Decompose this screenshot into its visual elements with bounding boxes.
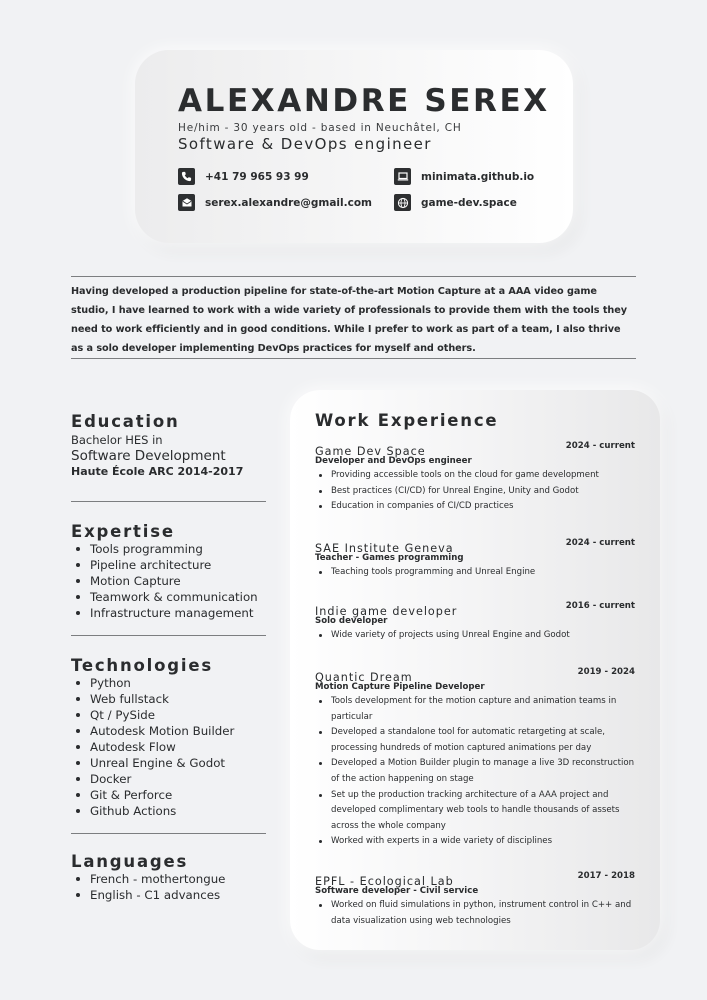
list-item: Providing accessible tools on the cloud for game development <box>315 468 635 484</box>
list-item: Autodesk Flow <box>71 739 266 755</box>
mail-icon <box>178 194 195 211</box>
globe-icon <box>394 194 411 211</box>
education-section <box>71 412 266 480</box>
list-item: English - C1 advances <box>71 887 266 903</box>
list-item: Teamwork & communication <box>71 589 266 605</box>
degree-line: Bachelor HES in <box>71 433 163 447</box>
job-date: 2024 - current <box>565 441 635 451</box>
job-header <box>315 600 635 618</box>
job-duties <box>315 694 635 850</box>
summary-section <box>71 276 636 359</box>
contact-email[interactable] <box>178 194 372 211</box>
job-duties <box>315 468 635 515</box>
list-item: Worked with experts in a wide variety of disciplines <box>315 834 635 850</box>
expertise-section <box>71 522 266 621</box>
list-item: Education in companies of CI/CD practices <box>315 499 635 515</box>
job-organization: Game Dev Space <box>315 445 426 458</box>
expertise-title: Expertise <box>71 522 175 541</box>
list-item: French - mothertongue <box>71 871 266 887</box>
contact-site2[interactable] <box>394 194 517 211</box>
job-title: Software & DevOps engineer <box>178 135 432 153</box>
full-name: ALEXANDRE SEREX <box>178 83 550 119</box>
job-role: Teacher - Games programming <box>315 553 464 563</box>
list-item: Git & Perforce <box>71 787 266 803</box>
divider <box>71 635 266 636</box>
phone-icon <box>178 168 195 185</box>
website-url: minimata.github.io <box>421 170 535 183</box>
personal-info: He/him - 30 years old - based in Neuchâtel, CH <box>178 122 462 134</box>
job-entry <box>315 537 635 581</box>
job-duties <box>315 898 635 929</box>
list-item: Autodesk Motion Builder <box>71 723 266 739</box>
languages-title: Languages <box>71 852 189 871</box>
list-item: Tools programming <box>71 541 266 557</box>
job-role: Software developer - Civil service <box>315 886 479 896</box>
job-role: Motion Capture Pipeline Developer <box>315 682 485 692</box>
summary-text: Having developed a production pipeline for state-of-the-art Motion Capture at a AAA video game studio, I have learned to work with a wide variety of professionals to provide them with the tools they need to work efficiently and in good conditions. While I prefer to work as part of a team, I also thrive as a solo developer implementing DevOps practices for myself and others. <box>71 286 628 354</box>
list-item: Teaching tools programming and Unreal Engine <box>315 565 635 581</box>
list-item: Web fullstack <box>71 691 266 707</box>
job-role: Solo developer <box>315 616 388 626</box>
job-date: 2019 - 2024 <box>577 667 635 677</box>
degree-field: Software Development <box>71 448 226 464</box>
contact-phone[interactable] <box>178 168 309 185</box>
header-card <box>135 50 573 243</box>
list-item: Developed a standalone tool for automatic retargeting at scale, processing hundreds of motion captured animations per day <box>315 725 635 756</box>
job-entry <box>315 666 635 850</box>
job-header <box>315 870 635 888</box>
list-item: Motion Capture <box>71 573 266 589</box>
list-item: Wide variety of projects using Unreal Engine and Godot <box>315 628 635 644</box>
list-item: Unreal Engine & Godot <box>71 755 266 771</box>
left-column <box>71 412 266 903</box>
list-item: Developed a Motion Builder plugin to manage a live 3D reconstruction of the action happening on stage <box>315 756 635 787</box>
languages-list <box>71 871 266 903</box>
job-organization: SAE Institute Geneva <box>315 542 454 555</box>
school-name: Haute École ARC 2014-2017 <box>71 465 244 478</box>
job-organization: Indie game developer <box>315 605 458 618</box>
list-item: Tools development for the motion capture and animation teams in particular <box>315 694 635 725</box>
divider <box>71 833 266 834</box>
job-entry <box>315 600 635 644</box>
job-organization: EPFL - Ecological Lab <box>315 875 454 888</box>
list-item: Infrastructure management <box>71 605 266 621</box>
email-address: serex.alexandre@gmail.com <box>205 196 372 209</box>
work-experience-card <box>290 390 660 950</box>
languages-section <box>71 852 266 903</box>
list-item: Worked on fluid simulations in python, instrument control in C++ and data visualization using web technologies <box>315 898 635 929</box>
laptop-icon <box>394 168 411 185</box>
job-organization: Quantic Dream <box>315 671 413 684</box>
technologies-section <box>71 656 266 819</box>
list-item: Github Actions <box>71 803 266 819</box>
job-date: 2017 - 2018 <box>577 871 635 881</box>
job-header <box>315 440 635 458</box>
job-date: 2016 - current <box>565 601 635 611</box>
list-item: Docker <box>71 771 266 787</box>
job-date: 2024 - current <box>565 538 635 548</box>
job-duties <box>315 628 635 644</box>
site2-url: game-dev.space <box>421 196 517 209</box>
technologies-list <box>71 675 266 819</box>
divider <box>71 501 266 502</box>
list-item: Qt / PySide <box>71 707 266 723</box>
job-entry <box>315 440 635 515</box>
contact-website[interactable] <box>394 168 534 185</box>
job-header <box>315 537 635 555</box>
list-item: Best practices (CI/CD) for Unreal Engine, Unity and Godot <box>315 484 635 500</box>
job-entry <box>315 870 635 929</box>
work-experience-title: Work Experience <box>315 411 499 430</box>
list-item: Python <box>71 675 266 691</box>
list-item: Pipeline architecture <box>71 557 266 573</box>
expertise-list <box>71 541 266 621</box>
job-role: Developer and DevOps engineer <box>315 456 472 466</box>
job-duties <box>315 565 635 581</box>
job-header <box>315 666 635 684</box>
phone-number: +41 79 965 93 99 <box>205 170 309 183</box>
education-title: Education <box>71 412 180 431</box>
technologies-title: Technologies <box>71 656 213 675</box>
list-item: Set up the production tracking architecture of a AAA project and developed complimentary web tools to handle thousands of assets across the whole company <box>315 788 635 835</box>
